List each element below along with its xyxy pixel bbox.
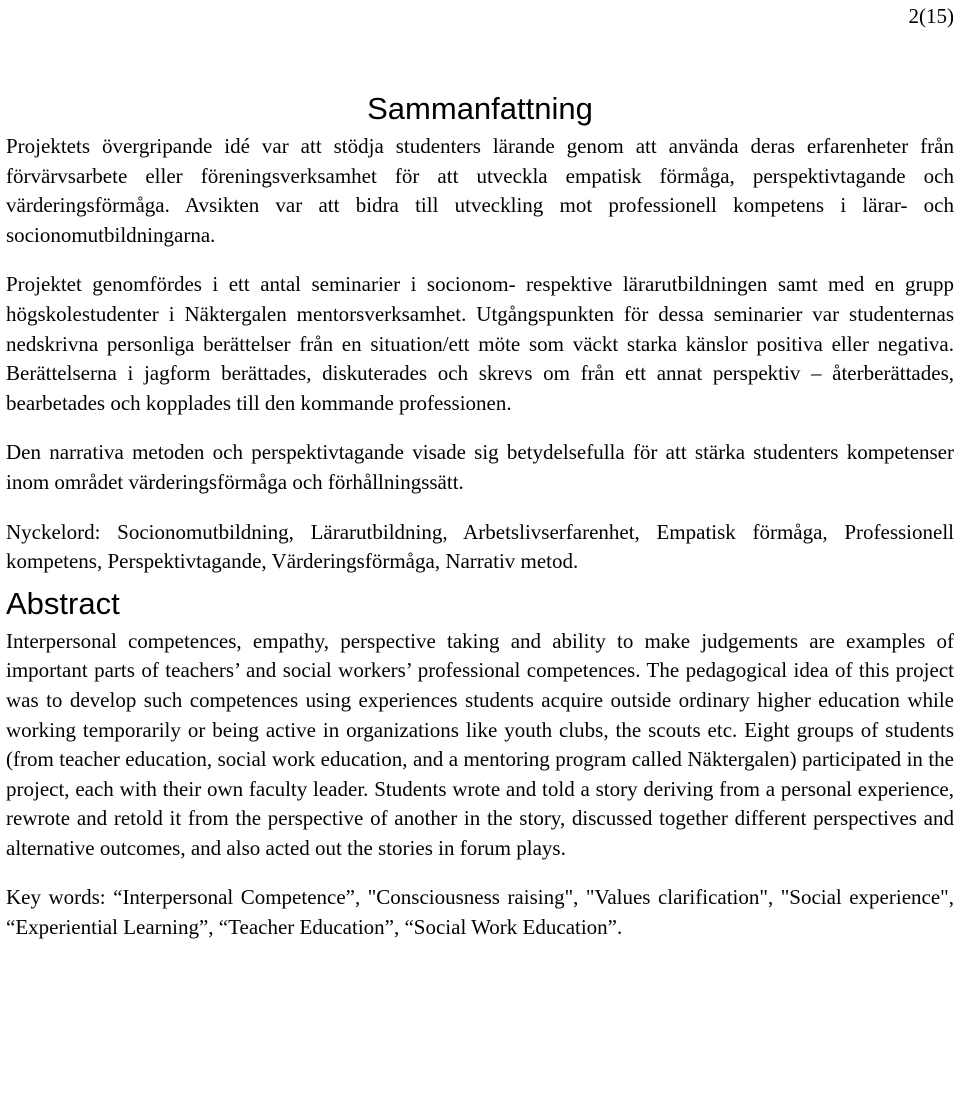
abstract-keywords: Key words: “Interpersonal Competence”, "Consciousness raising", "Values clarification", "Social experience", “Experiential Learning”, “Teacher Education”, “Social Work Education”.	[6, 885, 954, 940]
summary-paragraph: Projektet genomfördes i ett antal seminarier i socionom- respektive lärarutbildningen samt med en grupp högskolestudenter i Näktergalen mentorsverksamhet. Utgångspunkten för dessa seminarier var studenternas nedskrivna personliga berättelser från en situation/ett möte som väckt starka känslor positiva eller negativa. Berättelserna i jagform berättades, diskuterades och skrevs om från ett annat perspektiv – återberättades, bearbetades och kopplades till den kommande professionen.	[6, 272, 954, 415]
summary-keywords: Nyckelord: Socionomutbildning, Lärarutbildning, Arbetslivserfarenhet, Empatisk förmåga, Professionell kompetens, Perspektivtagande, Värderingsförmåga, Narrativ metod.	[6, 519, 954, 574]
summary-title: Sammanfattning	[367, 91, 593, 126]
summary-paragraph: Den narrativa metoden och perspektivtagande visade sig betydelsefulla för att stärka studenters kompetenser inom området värderingsförmåga och förhållningssätt.	[6, 440, 954, 494]
page-number: 2(15)	[908, 4, 954, 28]
abstract-paragraph: Interpersonal competences, empathy, perspective taking and ability to make judgements are examples of important parts of teachers’ and social workers’ professional competences. The pedagogical idea of this project was to develop such competences using experiences students acquire outside ordinary higher education while working temporarily or being active in organizations like youth clubs, the scouts etc. Eight groups of students (from teacher education, social work education, and a mentoring program called Näktergalen) participated in the project, each with their own faculty leader. Students wrote and told a story deriving from a personal experience, rewrote and retold it from the perspective of another in the story, discussed together different perspectives and alternative outcomes, and also acted out the stories in forum plays.	[6, 628, 954, 860]
summary-paragraph: Projektets övergripande idé var att stödja studenters lärande genom att använda deras erfarenheter från förvärvsarbete eller föreningsverksamhet för att utveckla empatisk förmåga, perspektivtagande och värderingsförmåga. Avsikten var att bidra till utveckling mot professionell kompetens i lärar- och socionomutbildningarna.	[6, 134, 954, 247]
abstract-title: Abstract	[6, 585, 120, 621]
document-body	[6, 0, 954, 943]
